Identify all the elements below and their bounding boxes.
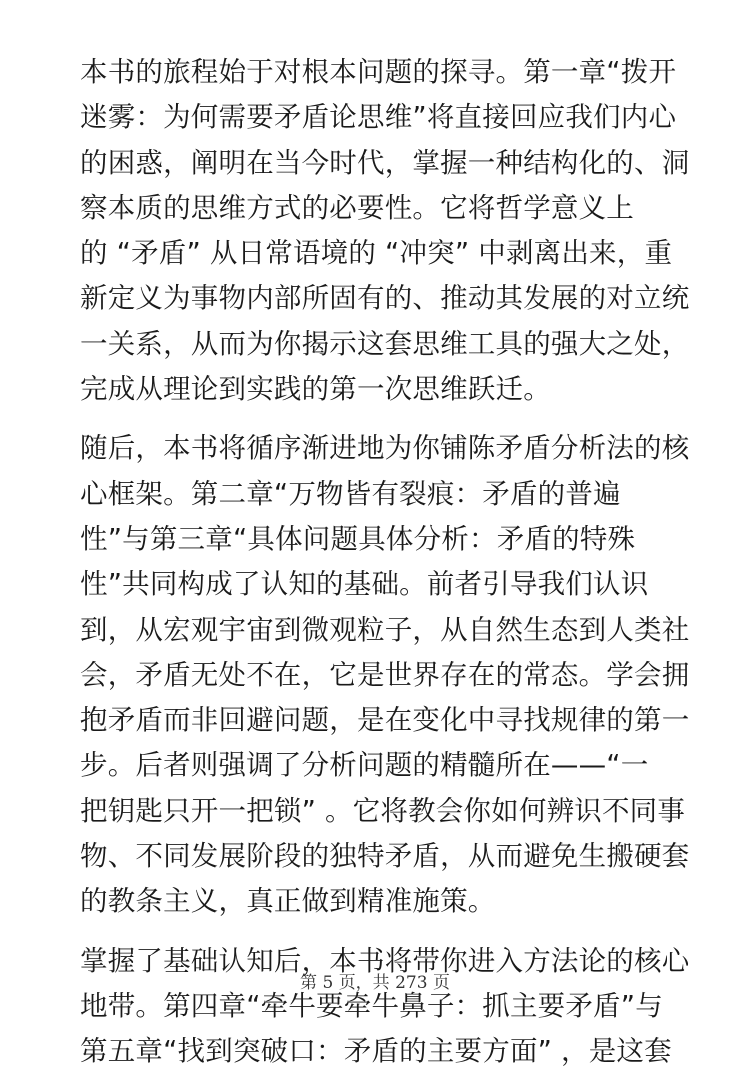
total-pages: 273: [395, 973, 428, 993]
text-line: 察本质的思维方式的必要性。它将哲学意义上: [80, 191, 634, 224]
text-line: 掌握了基础认知后，本书将带你进入方法论的核心: [80, 944, 690, 977]
footer-prefix: 第: [300, 973, 318, 993]
body-text: [80, 50, 690, 1089]
paragraph-2: [80, 426, 690, 924]
text-line: 迷雾：为何需要矛盾论思维”将直接回应我们内心: [80, 101, 677, 134]
text-line: 地带。第四章“牵牛要牵牛鼻子：抓主要矛盾”与: [80, 989, 663, 1022]
text-line: 会，矛盾无处不在，它是世界存在的常态。学会拥: [80, 658, 690, 691]
text-line: 一关系，从而为你揭示这套思维工具的强大之处，: [80, 327, 690, 360]
text-line: 把钥匙只开一把锁” 。它将教会你如何辨识不同事: [80, 794, 686, 827]
text-line: 的 “矛盾” 从日常语境的 “冲突” 中剥离出来，重: [80, 237, 673, 270]
page-number: 5: [322, 973, 334, 993]
text-line: 性”共同构成了认知的基础。前者引导我们认识: [80, 568, 649, 601]
text-line: 第五章“找到突破口：矛盾的主要方面” ，是这套: [80, 1035, 672, 1068]
text-line: 性”与第三章“具体问题具体分析：矛盾的特殊: [80, 522, 636, 555]
text-line: 物、不同发展阶段的独特矛盾，从而避免生搬硬套: [80, 840, 690, 873]
text-line: 新定义为事物内部所固有的、推动其发展的对立统: [80, 282, 690, 315]
text-line: 完成从理论到实践的第一次思维跃迁。: [80, 373, 551, 406]
page-footer: [0, 968, 750, 993]
text-line: 心框架。第二章“万物皆有裂痕：矛盾的普遍: [80, 477, 621, 510]
text-line: 的教条主义，真正做到精准施策。: [80, 885, 496, 918]
text-line: 随后，本书将循序渐进地为你铺陈矛盾分析法的核: [80, 432, 690, 465]
text-line: 抱矛盾而非回避问题，是在变化中寻找规律的第一: [80, 704, 690, 737]
text-line: 本书的旅程始于对根本问题的探寻。第一章“拨开: [80, 56, 677, 88]
footer-suffix: 页: [432, 973, 450, 993]
paragraph-1: [80, 50, 690, 412]
text-line: 的困惑，阐明在当今时代，掌握一种结构化的、洞: [80, 146, 690, 179]
text-line: 步。后者则强调了分析问题的精髓所在——“一: [80, 749, 649, 782]
text-line: 到，从宏观宇宙到微观粒子，从自然生态到人类社: [80, 613, 690, 646]
footer-middle: 页，共: [338, 973, 390, 993]
paragraph-3: [80, 939, 690, 1075]
